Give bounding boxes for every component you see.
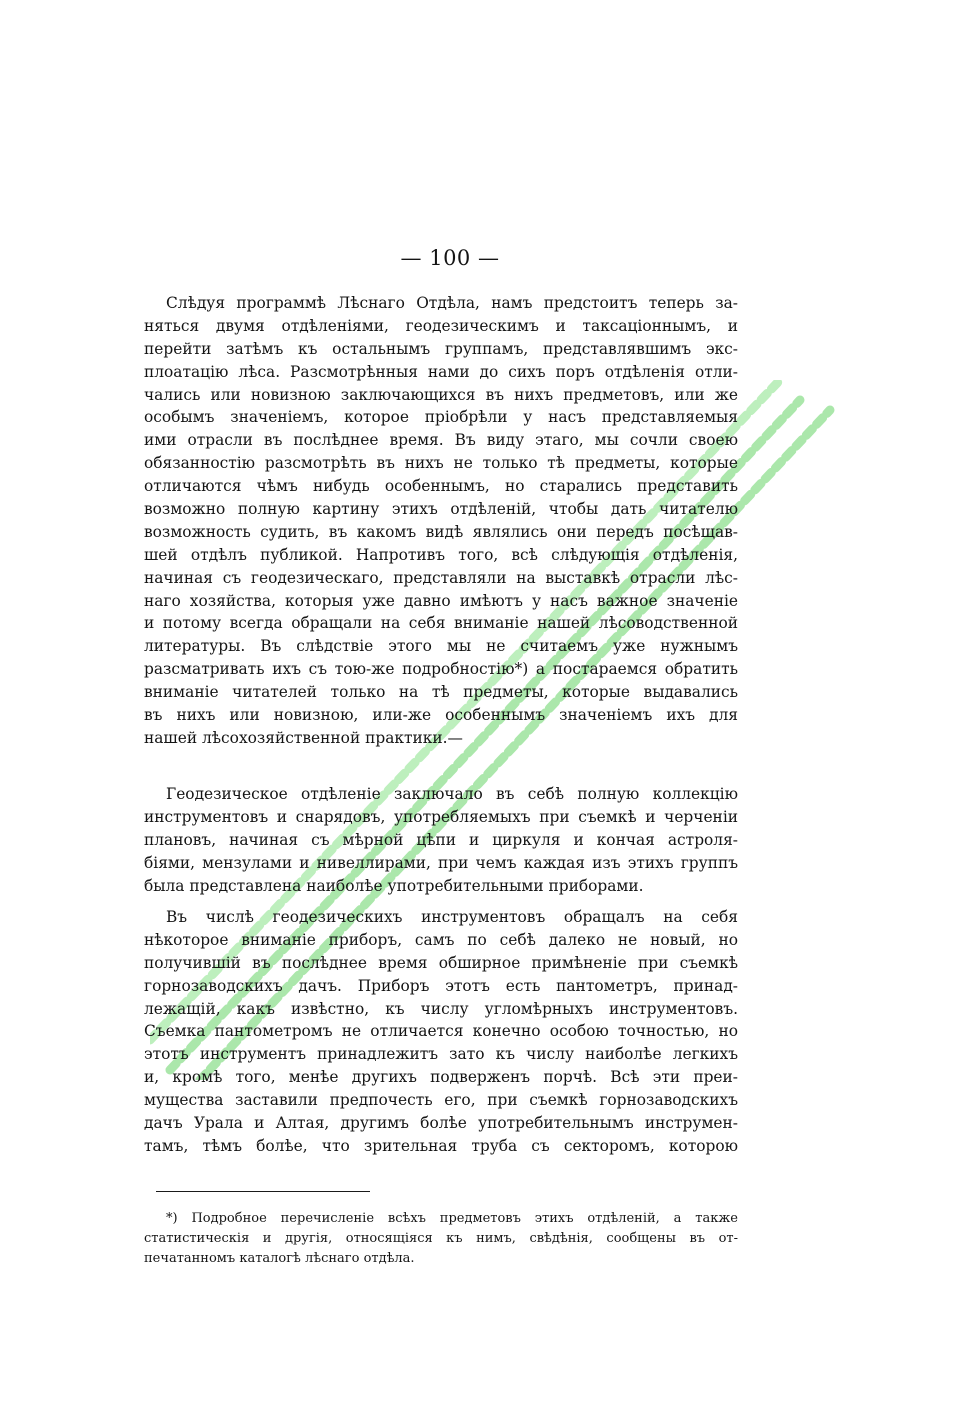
text-line: Геодезическое отдѣленіе заключало въ себѣ полную коллекцію [166,785,738,803]
text-line: особымъ значеніемъ, которое пріобрѣли у насъ представляемыя [144,408,738,427]
text-line: возможность судить, въ какомъ видѣ являлись они передъ посѣщав- [144,522,738,541]
text-line: мущества заставили предпочесть его, при съемкѣ горнозаводскихъ [144,1091,738,1110]
text-line: горнозаводскихъ дачъ. Приборъ этотъ есть пантометръ, принад- [144,976,738,995]
text-line: начиная съ геодезическаго, представляли на выставкѣ отрасли лѣс- [144,568,738,587]
text-line: въ нихъ или новизною, или-же особеннымъ значеніемъ ихъ для [144,706,738,725]
text-line: шей отдѣлъ публикой. Напротивъ того, всѣ слѣдующія отдѣленія, [144,545,738,564]
text-line: и потому всегда обращали на себя вниманіе нашей лѣсоводственной [144,614,738,633]
text-line: Въ числѣ геодезическихъ инструментовъ обращалъ на себя [166,908,738,926]
page-number: — 100 — [400,246,500,270]
text-line: Съемка пантометромъ не отличается конечно особою точностью, но [144,1022,738,1041]
footnote-line: *) Подробное перечисленіе всѣхъ предметовъ этихъ отдѣленій, а также [166,1211,738,1226]
text-line: плоатацію лѣса. Разсмотрѣнныя нами до сихъ поръ отдѣленія отли- [144,362,738,381]
text-line: нѣкоторое вниманіе приборъ, самъ по себѣ далеко не новый, но [144,930,738,949]
text-line: плановъ, начиная съ мѣрной цѣпи и циркуля и кончая астроля- [144,830,738,849]
text-line: лежащій, какъ извѣстно, къ числу угломѣрныхъ инструментовъ. [144,999,738,1018]
text-line: инструментовъ и снарядовъ, употребляемыхъ при съемкѣ и черченіи [144,807,738,826]
text-line: получившій въ послѣднее время обширное примѣненіе при съемкѣ [144,953,738,972]
text-line: няться двумя отдѣленіями, геодезическимъ и таксаціоннымъ, и [144,316,738,335]
text-line: перейти затѣмъ къ остальнымъ группамъ, представлявшимъ экс- [144,339,738,358]
text-line: обязанностію разсмотрѣть въ нихъ не только тѣ предметы, которые [144,454,738,473]
text-line: ими отрасли въ послѣднее время. Въ виду этаго, мы сочли своею [144,431,738,450]
text-line: литературы. Въ слѣдствіе этого мы не считаемъ уже нужнымъ [144,637,738,656]
text-line: этотъ инструментъ принадлежитъ зато къ числу наиболѣе легкихъ [144,1045,738,1064]
paragraph-geodetic [144,783,738,897]
text-line: нашей лѣсохозяйственной практики.— [144,728,463,747]
text-line: и, кромѣ того, менѣе другихъ подверженъ порчѣ. Всѣ эти преи- [144,1068,738,1087]
paragraph-pantometer [144,906,738,1158]
text-line: наго хозяйства, которыя уже давно имѣютъ у насъ важное значеніе [144,591,738,610]
text-line: отличаются чѣмъ нибудь особеннымъ, но старались представить [144,477,738,496]
text-line: возможно полную картину этихъ отдѣленій, чтобы дать читателю [144,500,738,519]
text-line: вниманіе читателей только на тѣ предметы, которые выдавались [144,683,738,702]
paragraph-intro [144,292,738,750]
text-line: дачъ Урала и Алтая, другимъ болѣе употребительнымъ инструмен- [144,1114,738,1133]
text-line: біями, мензулами и нивеллирами, при чемъ каждая изъ этихъ группъ [144,853,738,872]
footnote-line: статистическія и другія, относящіяся къ нимъ, свѣдѣнія, сообщены въ от- [144,1231,738,1246]
text-line: тамъ, тѣмъ болѣе, что зрительная труба съ секторомъ, которою [144,1136,738,1155]
text-line: разсматривать ихъ съ тою-же подробностію*) а постараемся обратить [144,660,738,679]
text-line: была представлена наиболѣе употребительными приборами. [144,876,644,895]
text-line: Слѣдуя программѣ Лѣснаго Отдѣла, намъ предстоитъ теперь за- [166,294,738,312]
footnote-line: печатанномъ каталогѣ лѣснаго отдѣла. [144,1251,415,1266]
text-line: чались или новизною заключающихся въ нихъ предметовъ, или же [144,385,738,404]
footnote [144,1209,738,1269]
footnote-divider [156,1191,370,1192]
